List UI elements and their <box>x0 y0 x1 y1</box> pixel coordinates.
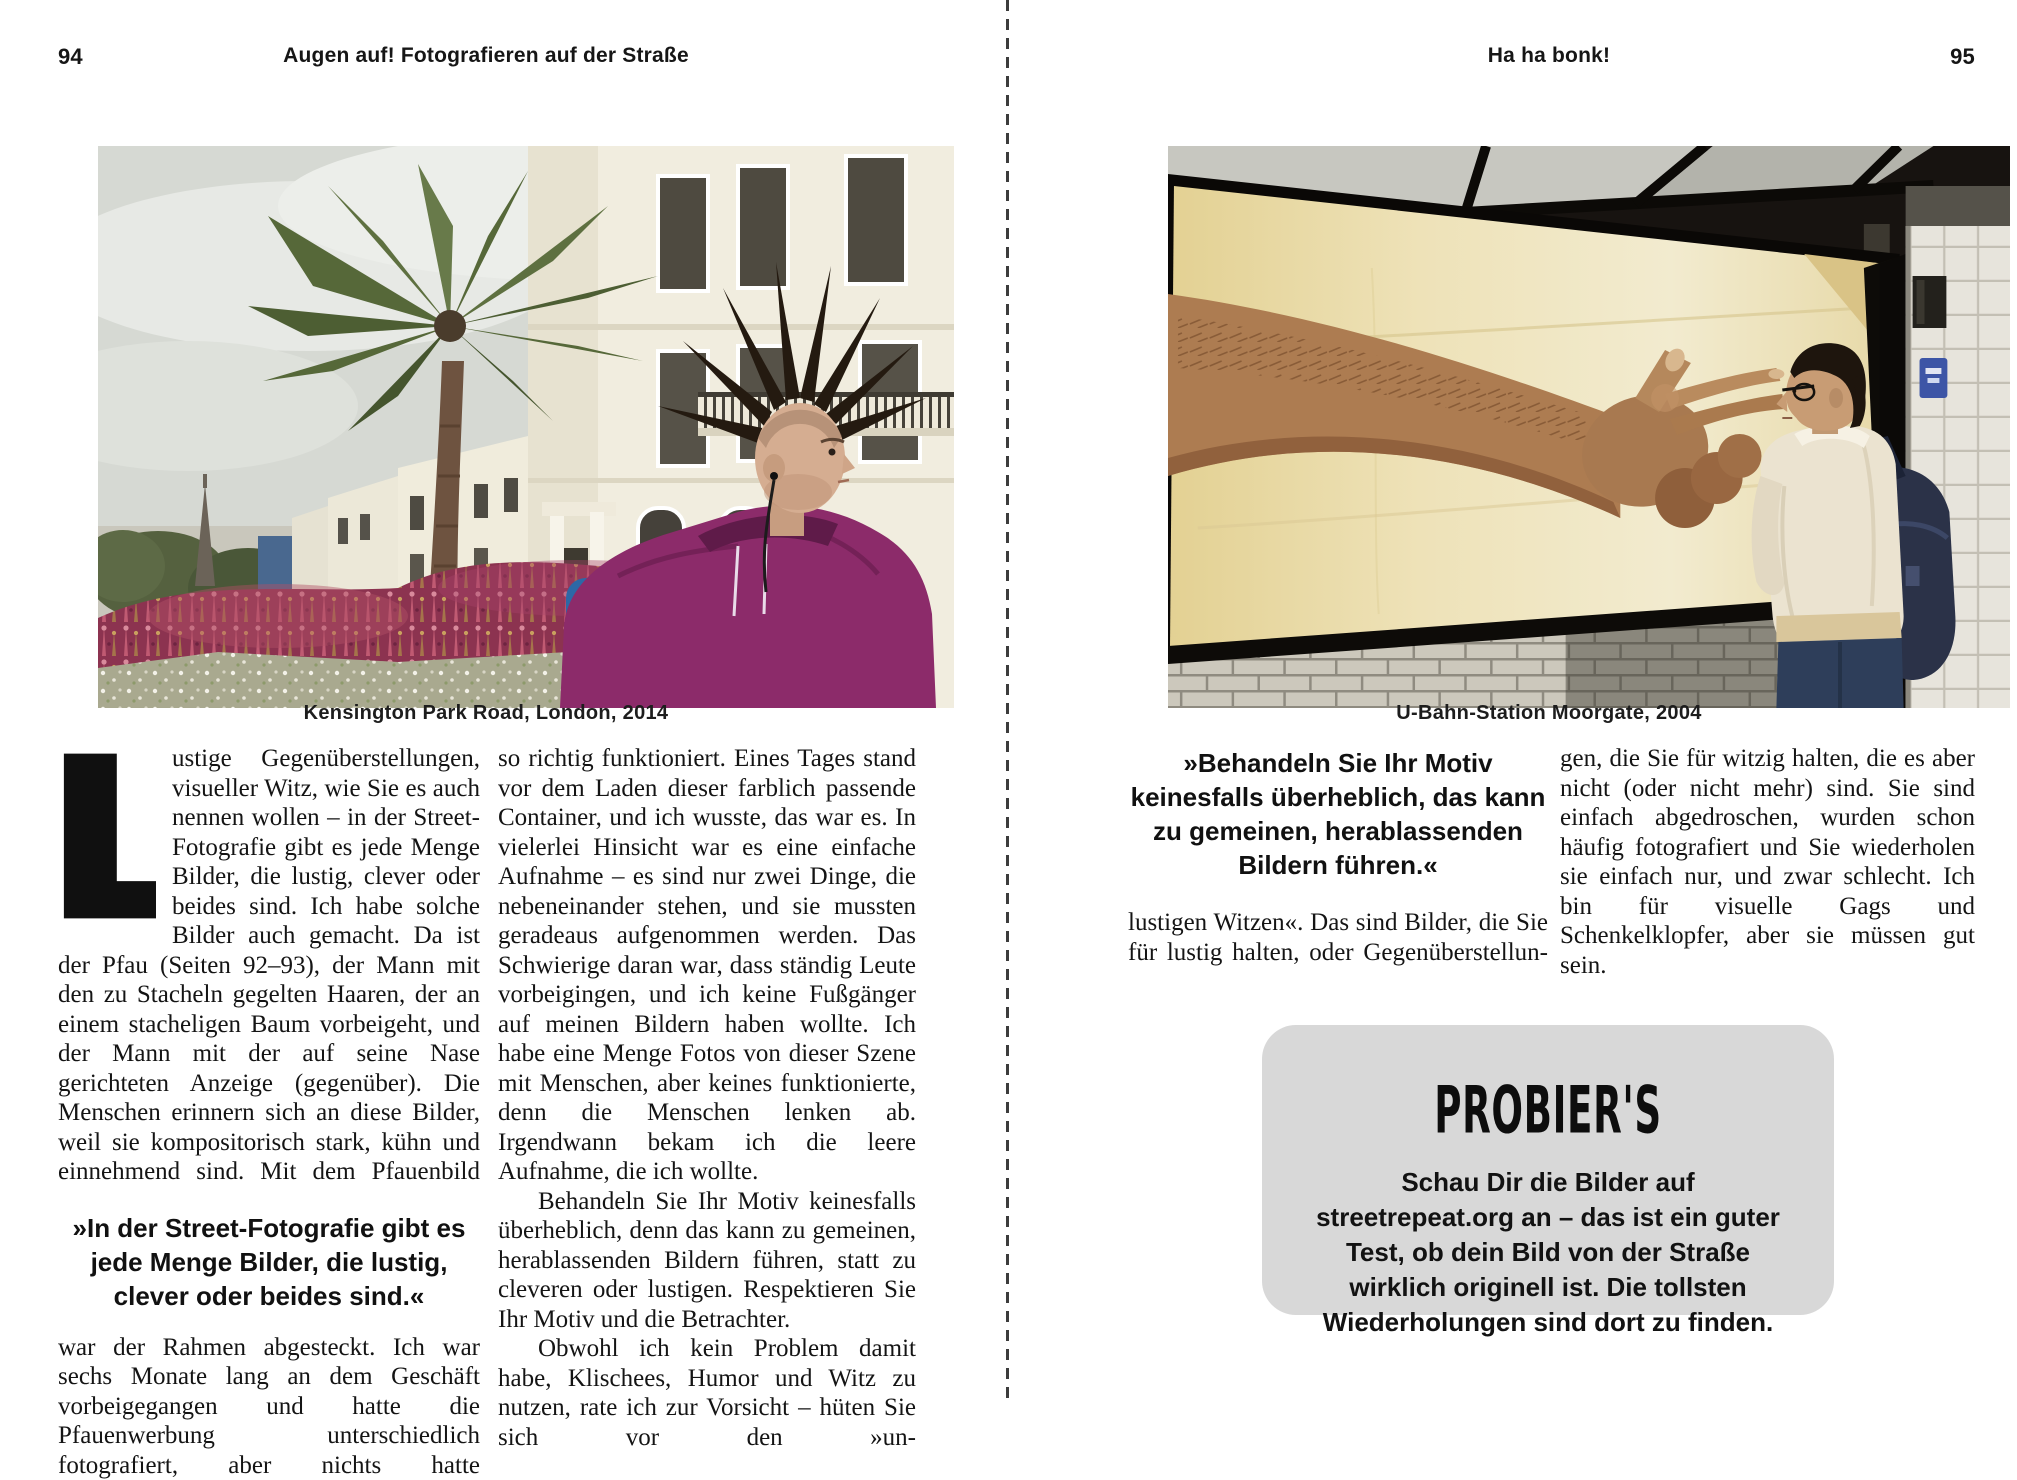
body-paragraph: war der Rahmen abgesteckt. Ich war sechs Monate lang an dem Geschäft vorbeigegangen und hatte die Pfauenwerbung unterschiedlich fotografiert, aber nichts hatte <box>58 1333 480 1480</box>
pull-quote-left: »In der Street-Fotografie gibt es jede Menge Bilder, die lustig, clever oder beides sind.« <box>58 1211 480 1313</box>
left-page-column-2 <box>498 744 916 1452</box>
left-page-column-1 <box>58 744 480 1480</box>
photo-london-street <box>98 146 954 708</box>
drop-cap <box>58 750 156 930</box>
pull-quote-right: »Behandeln Sie Ihr Motiv keinesfalls überheblich, das kann zu gemeinen, herablassenden Bildern führen.« <box>1128 746 1548 882</box>
right-page-column-2 <box>1560 744 1975 980</box>
body-paragraph: lustigen Witzen«. Das sind Bilder, die Sie für lustig halten, oder Gegenüberstellun- <box>1128 908 1548 967</box>
right-page-column-1 <box>1128 744 1548 967</box>
photo-moorgate-station <box>1168 146 2010 708</box>
photo-caption-left: Kensington Park Road, London, 2014 <box>58 702 914 725</box>
running-head-right: Ha ha bonk! <box>1128 44 1970 68</box>
page-gutter-divider <box>1006 0 1009 1400</box>
body-paragraph: so richtig funktioniert. Eines Tages stand vor dem Laden dieser farblich passende Container, und ich wusste, das war es. In vielerlei Hinsicht war es eine einfache Aufnahme – es sind nur zwei Dinge, die nebeneinander stehen, und sie mussten geradeaus aufgenommen werden. Das Schwierige daran war, dass ständig Leute vorbeigingen, und ich keine Fußgänger auf meinen Bildern haben wollte. Ich habe eine Menge Fotos von dieser Szene mit Menschen, aber keines funktionierte, denn die Menschen lenken ab. Irgendwann bekam ich die leere Aufnahme, die ich wollte. <box>498 744 916 1187</box>
photo-caption-right: U-Bahn-Station Moorgate, 2004 <box>1128 702 1970 725</box>
body-paragraph: gen, die Sie für witzig halten, die es aber nicht (oder nicht mehr) sind. Sie sind einfach abgedroschen, wurden schon häufig fotografiert und Sie wiederholen sie einfach nur, und zwar schlecht. Ich bin für visuelle Gags und Schenkelklopfer, aber sie müssen gut sein. <box>1560 744 1975 980</box>
page-number-left: 94 <box>58 44 83 70</box>
running-head-left: Augen auf! Fotografieren auf der Straße <box>58 44 914 68</box>
photo-london-street-art <box>98 146 954 708</box>
body-paragraph: Obwohl ich kein Problem damit habe, Klischees, Humor und Witz zu nutzen, rate ich zur Vorsicht – hüten Sie sich vor den »un- <box>498 1334 916 1452</box>
body-paragraph: Behandeln Sie Ihr Motiv keinesfalls überheblich, denn das kann zu gemeinen, herablassenden Bildern führen, statt zu cleveren oder lustigen. Respektieren Sie Ihr Motiv und die Betrachter. <box>498 1187 916 1335</box>
page-number-right: 95 <box>1128 44 1975 70</box>
tip-box-title: PROBIER'S <box>1371 1079 1726 1144</box>
tip-box-body: Schau Dir die Bilder auf streetrepeat.org an – das ist ein guter Test, ob dein Bild von der Straße wirklich originell ist. Die tollsten Wiederholungen sind dort zu finden. <box>1309 1165 1787 1340</box>
photo-moorgate-station-art <box>1168 146 2010 708</box>
body-paragraph: ustige Gegenüberstellungen, visueller Witz, wie Sie es auch nennen wollen – in der Street-Fotografie gibt es jede Menge Bilder, die lustig, clever oder beides sind. Ich habe solche Bilder auch gemacht. Da ist der Pfau (Seiten 92–93), der Mann mit den zu Stacheln gegelten Haaren, der an einem stacheligen Baum vorbeigeht, und der Mann mit der auf seine Nase gerichteten Anzeige (gegenüber). Die Menschen erinnern sich an diese Bilder, weil sie kompositorisch stark, kühn und einnehmend sind. Mit dem Pfauenbild <box>58 744 480 1187</box>
tip-box <box>1262 1025 1834 1315</box>
